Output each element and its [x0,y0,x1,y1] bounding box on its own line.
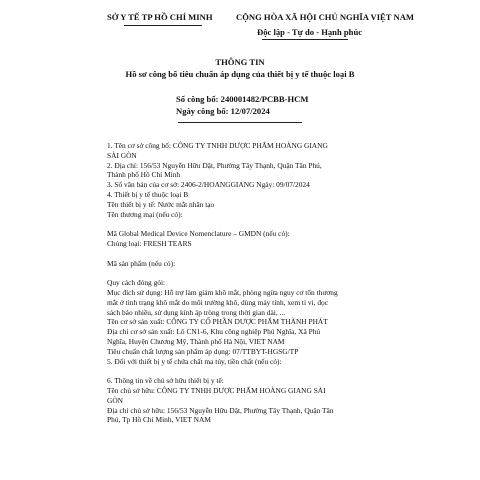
device-name: Tên thiết bị y tế: Nước mắt nhân tạo [107,199,215,209]
manufacturer-address-cont: Nghĩa, Huyện Chương Mỹ, Thành phố Hà Nội, VIET NAM [107,336,285,346]
spacer [107,366,385,376]
announcement-date: Ngày công bố: 12/07/2024 [176,106,270,116]
national-motto: Độc lập - Tự do - Hạnh phúc [257,27,363,37]
motto-underline [262,39,348,40]
publisher-address-cont: Thành phố Hồ Chí Minh [107,170,181,180]
owner-address-cont: Phú, Tp Hồ Chí Minh, VIET NAM [107,415,211,425]
product-code: Mã sản phẩm (nếu có): [107,258,176,268]
intended-use-cont-2: sách báo nhiều, sử dụng kính áp tròng trong thời gian dài, ... [107,307,286,317]
intended-use-cont: mắt ở tình trạng khô mắt do môi trường khô, dùng máy tính, xem ti vi, đọc [107,297,328,307]
manufacturer-name: Tên cơ sở sản xuất: CÔNG TY CỔ PHẦN DƯỢC PHẨM THÀNH PHÁT [107,317,328,327]
publisher-name-cont: SÀI GÒN [107,150,137,160]
trade-name: Tên thương mại (nếu có): [107,209,183,219]
national-title: CỘNG HÒA XÃ HỘI CHỦ NGHĨA VIỆT NAM [236,12,415,22]
gmdn-code: Mã Global Medical Device Nomenclature – GMDN (nếu có): [107,229,290,239]
device-category: Chủng loại: FRESH TEARS [107,238,192,248]
doc-title: THÔNG TIN [215,57,265,67]
quality-standard: Tiêu chuẩn chất lượng sản phẩm áp dụng: 07/TTBYT-HGSG/TP [107,346,299,356]
owner-section: 6. Thông tin về chủ sở hữu thiết bị y tế: [107,376,224,386]
owner-name-cont: GÒN [107,395,124,405]
publisher-address: 2. Địa chỉ: 156/53 Nguyễn Hữu Dật, Phường Tây Thạnh, Quận Tân Phú, [107,160,322,170]
packaging: Quy cách đóng gói: [107,278,166,288]
controlled-substances: 5. Đối với thiết bị y tế chứa chất ma túy, tiền chất (nếu có): [107,356,282,366]
agency-underline [124,25,202,26]
announcement-number: Số công bố: 240001482/PCBB-HCM [176,94,309,104]
document-ref: 3. Số văn bản của cơ sở: 2406-2/HOANGGIANG Ngày: 09/07/2024 [107,180,310,190]
publisher-name: 1. Tên cơ sở công bố: CÔNG TY TNHH DƯỢC PHẨM HOÀNG GIANG [107,141,328,150]
device-class: 4. Thiết bị y tế thuộc loại B [107,189,189,199]
intended-use: Mục đích sử dụng: Hỗ trợ làm giảm khô mắt, phòng ngừa nguy cơ tổn thương [107,287,338,297]
owner-address: Địa chỉ chủ sở hữu: 156/53 Nguyễn Hữu Dật, Phường Tây Thạnh, Quận Tân [107,405,334,415]
agency-name: SỞ Y TẾ TP HỒ CHÍ MINH [107,12,213,22]
manufacturer-address: Địa chỉ cơ sở sản xuất: Lô CN1-6, Khu công nghiệp Phú Nghĩa, Xã Phú [107,327,321,337]
announcement-rule [178,122,302,123]
doc-subtitle: Hồ sơ công bố tiêu chuẩn áp dụng của thiết bị y tế thuộc loại B [125,69,355,79]
spacer [107,268,385,278]
owner-name: Tên chủ sở hữu: CÔNG TY TNHH DƯỢC PHẨM HOÀNG GIANG SÀI [107,385,326,395]
spacer [107,249,385,259]
spacer [107,219,385,229]
document-body [107,141,385,425]
